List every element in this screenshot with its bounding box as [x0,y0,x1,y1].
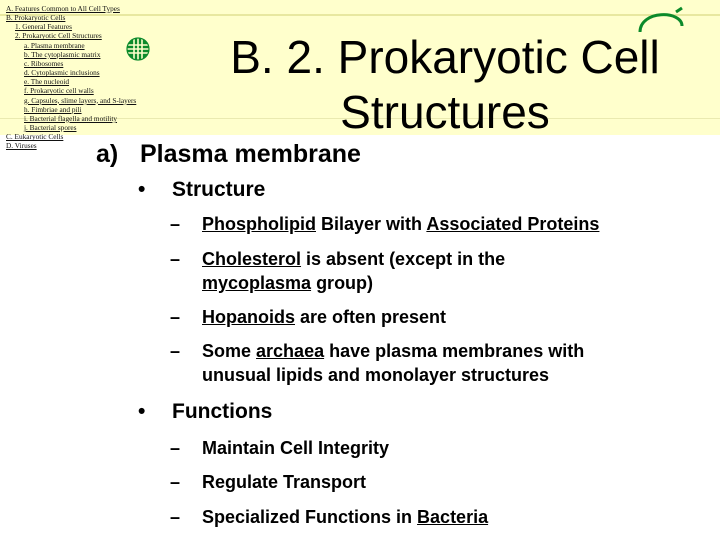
outline-link[interactable]: c. Ribosomes [24,58,64,68]
outline-link[interactable]: B. Prokaryotic Cells [6,13,66,23]
term-link: Cholesterol [202,249,302,269]
outline-link[interactable]: i. Bacterial flagella and motility [24,113,118,123]
title-line-1: B. 2. Prokaryotic Cell [230,31,660,83]
structure-item [202,305,672,329]
outline-link[interactable]: 1. General Features [15,22,72,32]
outline-link[interactable]: 2. Prokaryotic Cell Structures [15,31,102,41]
item-text: group) [311,273,374,293]
outline-link[interactable]: b. The cytoplasmic matrix [24,49,101,59]
title-line-2: Structures [340,86,550,138]
section-heading [96,140,361,169]
outline-link[interactable]: C. Eukaryotic Cells [6,132,64,142]
slide-title [150,30,720,140]
outline-link[interactable]: d. Cytoplasmic inclusions [24,68,100,78]
outline-link[interactable]: A. Features Common to All Cell Types [6,4,120,13]
item-text: Bilayer with [316,214,427,234]
heading-text: Plasma membrane [140,140,361,168]
function-item [202,436,672,460]
function-item [202,505,672,529]
term-link: archaea [256,341,325,361]
outline-link[interactable]: j. Bacterial spores [24,123,77,133]
outline-link[interactable]: h. Fimbriae and pili [24,104,82,114]
term-link: Hopanoids [202,307,295,327]
term-link: Phospholipid [202,214,316,234]
dash-marker: – [170,472,181,492]
dash-marker: – [170,214,181,234]
item-text: Some [202,341,257,361]
outline-link[interactable]: a. Plasma membrane [24,40,85,50]
item-text: have plasma membranes with unusual lipids and monolayer structures [202,341,585,385]
heading-number: a) [96,140,119,168]
structure-item [202,212,672,236]
item-text: Maintain Cell Integrity [202,438,390,458]
item-text: Specialized Functions in [202,507,418,527]
outline-link[interactable]: f. Prokaryotic cell walls [24,86,94,96]
bullet-marker: • [138,178,146,201]
function-item [202,470,672,494]
dash-marker: – [170,507,181,527]
outline-link[interactable]: g. Capsules, slime layers, and S-layers [24,95,137,105]
functions-label: Functions [172,400,273,423]
dash-marker: – [170,307,181,327]
dash-marker: – [170,341,181,361]
term-link: Bacteria [417,507,489,527]
outline-nav [6,4,166,151]
outline-link[interactable]: D. Viruses [6,141,37,151]
dash-marker: – [170,438,181,458]
item-text: is absent (except in the [301,249,506,269]
structure-item [202,339,642,387]
item-text: Regulate Transport [202,472,367,492]
bullet-marker: • [138,400,146,423]
structure-label: Structure [172,178,266,201]
item-text: are often present [295,307,447,327]
structure-item [202,247,602,295]
outline-link[interactable]: e. The nucleoid [24,77,70,87]
term-link: Associated Proteins [426,214,600,234]
dash-marker: – [170,249,181,269]
term-link: mycoplasma [202,273,312,293]
